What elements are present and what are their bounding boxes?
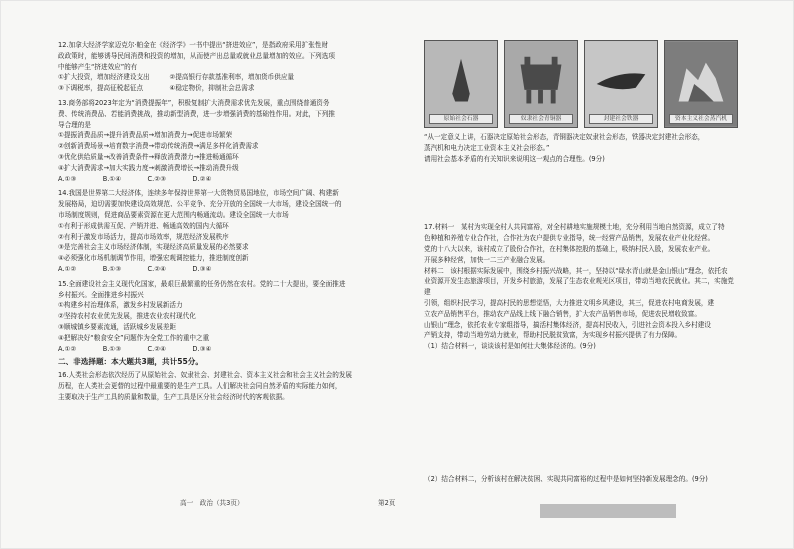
q16-line: 主要取决于生产工具的质量和数量，生产工具是区分社会经济时代的客观依据。	[58, 392, 289, 401]
redaction-bar	[540, 504, 676, 518]
q15-option: ③顺城镇乡要素流通，活跃城乡发展差距	[58, 322, 177, 331]
q16-line: 历程，在人类社会更替的过程中最重要的是生产工具。人们解决社会同自然矛盾的实际能力如何，	[58, 382, 342, 391]
q14-option: ③是完善社会主义市场经济体制，实现经济高质量发展的必然要求	[58, 243, 249, 252]
q14-line: 市场制度规则，促进商品要素资源在更大范围内畅通流动。建设全国统一大市场	[58, 210, 289, 219]
section-heading: 二、非选择题：本大题共3题，共计55分。	[58, 357, 203, 367]
q16-line: 16.人类社会形态依次经历了从原始社会、奴隶社会、封建社会、资本主义社会和社会主义社会的发展	[58, 371, 353, 380]
q17-line: 产销支持，带动当地劳动力就业，帮助村民脱贫致富，为实现乡村振兴提供了有力保障。	[424, 331, 682, 340]
q14-choices: A.①② B.①③ C.②④ D.③④	[58, 264, 212, 273]
right-column	[424, 40, 738, 485]
q14-line: 14.我国是世界第二大经济体，连续多年保持世界第一大货物贸易国地位，市场空间广阔、构建新	[58, 189, 339, 198]
photo-caption: 资本主义社会蒸汽机	[669, 114, 733, 124]
q17-line: 引领，组织村民学习，提高村民的思想觉悟，大力推进文明乡风建设，其三，促进农村电商发展，建	[424, 298, 715, 307]
footer-subject: 高一 政治（共3页）	[180, 499, 244, 507]
iron-plough-photo	[584, 40, 658, 128]
q12-option: ③下调税率，提高征税起征点 ④稳定物价，抑制社会总需求	[58, 84, 255, 93]
q14-option: ①有利于形成供需互促、产销并进、畅通高效的国内大循环	[58, 221, 229, 230]
photo-caption: 封建社会铁器	[589, 114, 653, 124]
q17-subquestion-2: （2）结合材料二，分析该村在解决贫困、实现共同富裕的过程中是如何坚持新发展理念的。(9分)	[424, 474, 708, 483]
q15-line: 乡村振兴。全面推进乡村振兴	[58, 290, 144, 299]
stone-tool-photo	[424, 40, 498, 128]
q14-line: 发展格局，迫切需要加快建设高效规范、公平竞争、充分开放的全国统一大市场，建设全国统一的	[58, 200, 342, 209]
q15-choices: A.①② B.①③ C.②④ D.③④	[58, 344, 212, 353]
q13-option: ②创新消费场景→培育数字消费→带动传统消费→满足多样化消费需求	[58, 142, 259, 151]
q17-line: 立农产品销售平台，推动农产品线上线下融合销售，扩大农产品销售市场，促进农民增收致富。	[424, 309, 701, 318]
answer-space	[424, 352, 738, 474]
q17-line: 山银山”理念，依托农业专家组指导，搞活村集体经济，提高村民收入，引进社会资本投入乡村建设	[424, 320, 711, 329]
tool-photo-strip	[424, 40, 738, 128]
q13-line: 费、传统消费品、若能消费挑战，推动新型消费，进一步增强消费的基础性作用。对此，下列推	[58, 109, 335, 118]
q14-option: ④必须强化市场机制调节作用，增强宏观调控能力，推进制度创新	[58, 254, 249, 263]
bronze-ding-photo	[504, 40, 578, 128]
q17-line: 材料二 该村根据实际发展中，围绕乡村振兴战略，其一，坚持以“绿水青山就是金山银山”理念，依托农	[424, 266, 728, 275]
q13-choices: A.①③ B.①④ C.②③ D.②④	[58, 174, 212, 183]
q17-subquestion-1: （1）结合材料一，谈谈该村是如何壮大集体经济的。(9分)	[424, 342, 596, 351]
q17-line: 业资源开发生态旅游项目，开发乡村旅游，发展了生态农业观光区项目，带动当地农民就业。其二，实施党建	[424, 277, 734, 297]
q15-line: 15.全面建设社会主义现代化国家，最艰巨最繁重的任务仍然在农村。党的二十大提出，要全面推进	[58, 279, 346, 288]
q13-option: ③优化供给质量→改善消费条件→释放消费潜力→推进畅通循环	[58, 152, 239, 161]
quote-line: “从一定意义上讲，石器决定原始社会形态，青铜器决定奴隶社会形态，铁器决定封建社会形态，	[424, 133, 705, 141]
q13-option: ①提振消费品质→提升消费品质→增加消费力→促进市场繁荣	[58, 131, 233, 140]
q13-line: 13.商务部将2023年定为“消费提振年”，积极复制扩大消费需求优先发展，重点围绕普通资务	[58, 98, 330, 107]
q17-line: 开展多种经营，加快一二三产业融合发展。	[424, 255, 550, 264]
q13-line: 导合理的是	[58, 120, 91, 129]
q17-line: 色种植和养殖专业合作社，合作社为农户提供专业指导，统一经营产品销售，发展农业产业化经营。	[424, 234, 715, 243]
q16-task: 请用社会基本矛盾的有关知识来说明这一观点的合理性。(9分)	[424, 154, 605, 163]
q13-option: ④扩大消费需求→加大实践力度→刺激消费增长→推动消费升级	[58, 163, 239, 172]
q12-line: 中能够产生“挤进效应”的有	[58, 62, 138, 71]
q12-option: ①扩大投资，增加经济建设支出 ②提高银行存款基准利率，增加货币供应量	[58, 73, 295, 82]
photo-caption: 原始社会石器	[429, 114, 493, 124]
q12-line: 12.加拿大经济学家迈克尔·帕金在《经济学》一书中提出“挤进效应”，是指政府采用扩张性财	[58, 41, 328, 49]
footer-page-number: 第2页	[378, 499, 396, 507]
photo-caption: 奴隶社会青铜器	[509, 114, 573, 124]
q15-option: ④把解决好“粮食安全”问题作为全党工作的重中之重	[58, 333, 210, 342]
quote-line: 蒸汽机和电力决定工业资本主义社会形态。”	[424, 143, 550, 152]
answer-space	[424, 164, 738, 222]
steam-machine-photo	[664, 40, 738, 128]
left-column	[58, 40, 410, 403]
q15-option: ②坚持农村农业优先发展，推进农业农村现代化	[58, 312, 196, 321]
q12-line: 政政策时，能够诱导民间消费和投资的增加，从而使产出总量或就业总量增加的效应。下列选项	[58, 51, 335, 60]
q15-option: ①构建乡村治理体系，激发乡村发展新活力	[58, 301, 183, 310]
q14-option: ②有利于激发市场活力，提高市场效率，规范经济发展秩序	[58, 232, 229, 241]
q17-line: 17.材料一 某村为实现全村人共同富裕，对全村耕地实施规模土地，充分利用当地自然资源，成立了特	[424, 223, 725, 232]
q17-line: 党的十八大以来，该村成立了股份合作社，在村集体控股的基础上，吸纳村民入股，发展农业产业。	[424, 244, 715, 253]
